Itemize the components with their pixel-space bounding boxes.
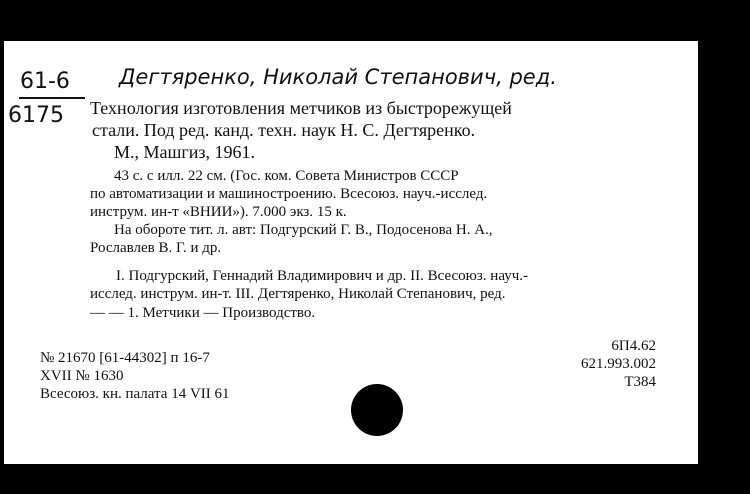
tracing-line-1: I. Подгурский, Геннадий Владимирович и др. II. Всесоюз. науч.- <box>116 268 529 284</box>
classification-code-1: 6П4.62 <box>611 338 656 354</box>
description-line-4: На обороте тит. л. авт: Подгурский Г. В., Подосенова Н. А., <box>114 222 493 238</box>
record-line-1: № 21670 [61-44302] п 16-7 <box>40 350 210 366</box>
handwritten-author-heading: Дегтяренко, Николай Степанович, ред. <box>119 65 557 89</box>
description-line-2: по автоматизации и машиностроению. Всесоюз. науч.-исслед. <box>90 186 488 202</box>
catalog-card <box>4 41 698 464</box>
title-line-2: стали. Под ред. канд. техн. наук Н. С. Дегтяренко. <box>92 120 476 140</box>
class-number-underline <box>19 97 85 99</box>
classification-code-3: Т384 <box>624 374 656 390</box>
class-number-secondary: 6175 <box>8 103 64 128</box>
title-line-3: М., Машгиз, 1961. <box>114 142 255 162</box>
record-line-3: Всесоюз. кн. палата 14 VII 61 <box>40 386 230 402</box>
record-line-2: XVII № 1630 <box>40 368 124 384</box>
tracing-line-2: исслед. инструм. ин-т. III. Дегтяренко, Николай Степанович, ред. <box>90 286 506 302</box>
description-line-5: Рославлев В. Г. и др. <box>90 240 222 256</box>
description-line-1: 43 с. с илл. 22 см. (Гос. ком. Совета Министров СССР <box>114 168 459 184</box>
classification-code-2: 621.993.002 <box>581 356 656 372</box>
class-number: 61-6 <box>20 69 70 94</box>
tracing-line-3: — — 1. Метчики — Производство. <box>90 305 316 321</box>
description-line-3: инструм. ин-т «ВНИИ»). 7.000 экз. 15 к. <box>90 204 347 220</box>
title-line-1: Технология изготовления метчиков из быстрорежущей <box>90 98 512 118</box>
punch-hole <box>351 384 403 436</box>
